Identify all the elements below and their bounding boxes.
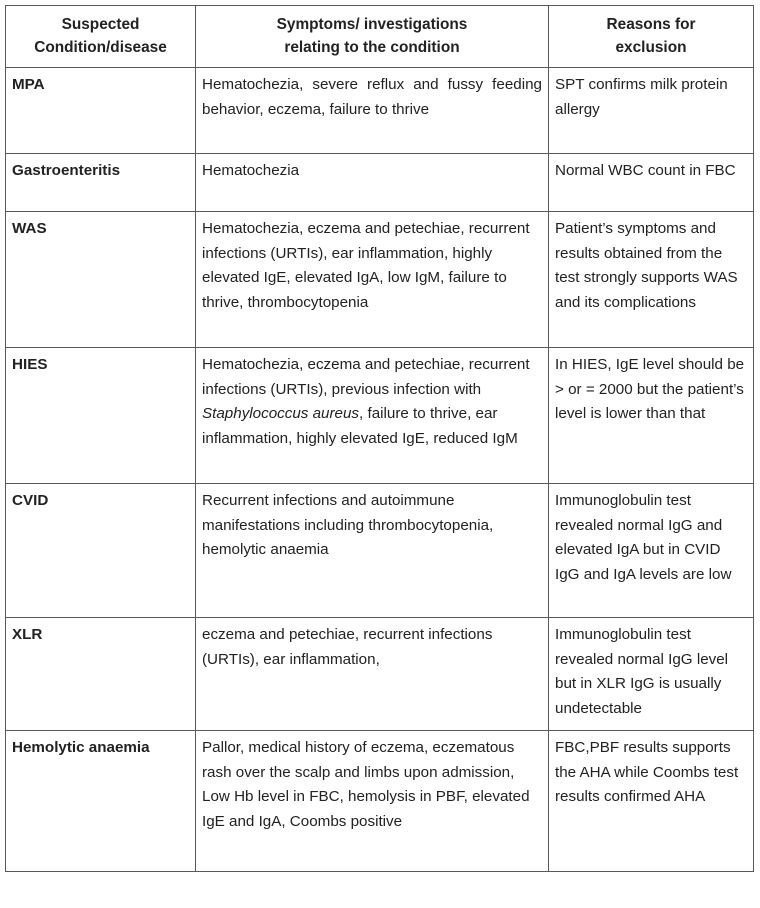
species-name-italic: Staphylococcus aureus [202,405,360,423]
table-row [6,154,754,212]
header-row [6,6,754,68]
cell-symptoms: eczema and petechiae, recurrent infections (URTIs), ear inflammation, [196,618,549,731]
cell-symptoms: Hematochezia, severe reflux and fussy feeding behavior, eczema, failure to thrive [196,68,549,154]
header-reasons-line1: Reasons for [606,15,696,33]
table-row [6,348,754,484]
cell-reasons: SPT confirms milk protein allergy [549,68,754,154]
cell-symptoms: Recurrent infections and autoimmune manifestations including thrombocytopenia, hemolytic anaemia [196,484,549,618]
header-reasons-line2: exclusion [615,39,687,56]
cell-symptoms: Pallor, medical history of eczema, eczematous rash over the scalp and limbs upon admission, Low Hb level in FBC, hemolysis in PBF, elevated IgE and IgA, Coombs positive [196,731,549,872]
column-header-reasons [549,6,754,68]
cell-condition: MPA [6,68,196,154]
cell-symptoms: Hematochezia [196,154,549,212]
cell-reasons: Immunoglobulin test revealed normal IgG level but in XLR IgG is usually undetectable [549,618,754,731]
header-condition-line2: Condition/disease [34,39,167,56]
header-condition-line1: Suspected [61,15,140,33]
table-row [6,731,754,872]
cell-condition: Gastroenteritis [6,154,196,212]
cell-reasons: FBC,PBF results supports the AHA while Coombs test results confirmed AHA [549,731,754,872]
table-row [6,68,754,154]
table-body [6,68,754,872]
header-symptoms-line1: Symptoms/ investigations [276,15,468,33]
cell-condition: CVID [6,484,196,618]
cell-condition: XLR [6,618,196,731]
cell-reasons: Normal WBC count in FBC [549,154,754,212]
table-row [6,484,754,618]
cell-condition: WAS [6,212,196,348]
column-header-symptoms [196,6,549,68]
cell-reasons: Patient’s symptoms and results obtained from the test strongly supports WAS and its complications [549,212,754,348]
column-header-condition [6,6,196,68]
table-row [6,618,754,731]
table-header [6,6,754,68]
cell-symptoms [196,348,549,484]
differential-diagnosis-table [5,5,754,872]
cell-reasons: Immunoglobulin test revealed normal IgG and elevated IgA but in CVID IgG and IgA levels are low [549,484,754,618]
cell-condition: HIES [6,348,196,484]
table-row [6,212,754,348]
header-symptoms-line2: relating to the condition [284,39,460,56]
symptoms-text-after-species: , failure to thrive, ear inflammation, highly elevated IgE, reduced IgM [202,405,518,447]
symptoms-text-before-species: Hematochezia, eczema and petechiae, recurrent infections (URTIs), previous infection with [202,356,530,398]
cell-symptoms: Hematochezia, eczema and petechiae, recurrent infections (URTIs), ear inflammation, highly elevated IgE, elevated IgA, low IgM, failure to thrive, thrombocytopenia [196,212,549,348]
cell-reasons: In HIES, IgE level should be > or = 2000 but the patient’s level is lower than that [549,348,754,484]
cell-condition: Hemolytic anaemia [6,731,196,872]
